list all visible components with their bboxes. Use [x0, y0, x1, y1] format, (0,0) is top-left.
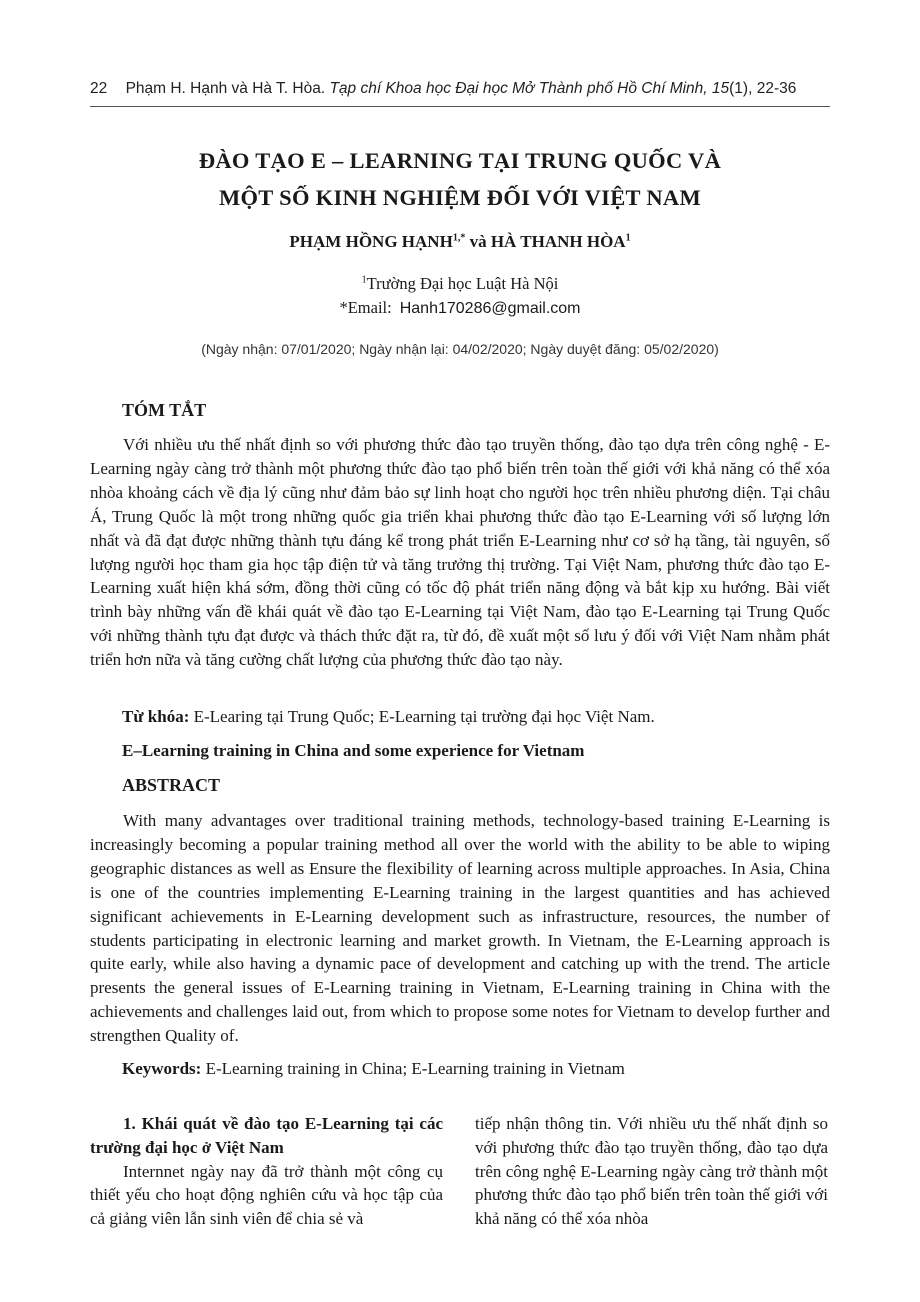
english-title: E–Learning training in China and some experience for Vietnam [122, 741, 585, 760]
section-1-right-text: tiếp nhận thông tin. Với nhiều ưu thế nhất định so với phương thức đào tạo truyền thống, đào tạo dựa trên công nghệ E-Learning ngày càng trở thành một phương thức đào tạo phổ biến trên toàn thế giới với khả năng có thể xóa nhòa [475, 1114, 828, 1229]
affiliation [90, 272, 830, 321]
abstract-vi-heading: TÓM TẮT [122, 400, 207, 420]
author-list [90, 232, 830, 252]
email-link[interactable]: Hanh170286@gmail.com [399, 300, 581, 317]
page-number: 22 [90, 80, 108, 97]
title-line-2: MỘT SỐ KINH NGHIỆM ĐỐI VỚI VIỆT NAM [218, 185, 702, 210]
header-authors: Phạm H. Hạnh và Hà T. Hòa. [125, 80, 326, 97]
author-2-marker: 1 [625, 232, 631, 244]
keywords-en-label: Keywords: [122, 1059, 202, 1078]
keywords-vi-label: Từ khóa: [122, 707, 190, 726]
running-header [90, 80, 830, 98]
section-1-heading: 1. Khái quát về đào tạo E-Learning tại các trường đại học ở Việt Nam [90, 1114, 443, 1157]
header-issue: (1), 22-36 [729, 80, 797, 97]
author-1: PHẠM HỒNG HẠNH [289, 232, 453, 251]
abstract-en-heading: ABSTRACT [122, 775, 221, 795]
keywords-en-text: E-Learning training in China; E-Learning training in Vietnam [201, 1059, 625, 1078]
author-connector: và [465, 232, 491, 251]
abstract-vi-text: Với nhiều ưu thế nhất định so với phương thức đào tạo truyền thống, đào tạo dựa trên công nghệ - E-Learning ngày càng trở thành một phương thức đào tạo phổ biến trên toàn thế giới với khả năng có thể xóa nhòa khoảng cách về địa lý cũng như đảm bảo sự linh hoạt cho người học trên nhiều phương diện. Tại châu Á, Trung Quốc là một trong những quốc gia triển khai phương thức đào tạo E-Learning với số lượng lớn nhất và đã đạt được những thành tựu đáng kể trong phát triển E-Learning như cơ sở hạ tầng, tài nguyên, số lượng người học tham gia học tập điện tử và tăng trưởng thị trường. Tại Việt Nam, phương thức đào tạo E-Learning xuất hiện khá sớm, đồng thời cũng có tốc độ phát triển năng động và bắt kịp xu hướng. Bài viết trình bày những vấn đề khái quát về đào tạo E-Learning tại Việt Nam, đào tạo E-Learning tại Trung Quốc với những thành tựu đạt được và thách thức đặt ra, từ đó, đề xuất một số lưu ý đối với Việt Nam nhằm phát triển hơn nữa và tăng cường chất lượng của phương thức đào tạo này. [90, 435, 830, 670]
affiliation-marker: 1 [361, 274, 367, 286]
submission-dates: (Ngày nhận: 07/01/2020; Ngày nhận lại: 04/02/2020; Ngày duyệt đăng: 05/02/2020) [201, 341, 719, 357]
paper-title [90, 142, 830, 216]
email-label: *Email: [339, 298, 392, 317]
abstract-en-text: With many advantages over traditional training methods, technology-based training E-Learning is increasingly becoming a popular training method all over the world with the ability to be able to wiping geographic distances as well as Ensure the flexibility of learning across multiple approaches. In Asia, China is one of the countries implementing E-Learning training in the largest quantities and has achieved significant achievements in E-Learning development such as infrastructure, resources, the number of students participating in electronic learning and market growth. In Vietnam, the E-Learning approach is quite early, while also having a dynamic pace of development and catching up with the trend. The article presents the general issues of E-Learning training in Vietnam, E-Learning training in China with the achievements and challenges laid out, from which to propose some notes for Vietnam to develop further and strengthen Quality of. [90, 811, 830, 1046]
header-journal: Tạp chí Khoa học Đại học Mở Thành phố Hồ Chí Minh, 15 [329, 80, 730, 97]
keywords-vi-text: E-Learing tại Trung Quốc; E-Learning tại trường đại học Việt Nam. [189, 707, 655, 726]
title-line-1: ĐÀO TẠO E – LEARNING TẠI TRUNG QUỐC VÀ [198, 148, 722, 173]
author-2: HÀ THANH HÒA [490, 232, 626, 251]
header-divider [90, 106, 830, 107]
keywords-vi [122, 707, 830, 727]
body-column-right [475, 1112, 828, 1231]
institution: Trường Đại học Luật Hà Nội [366, 274, 559, 293]
author-1-marker: 1,* [452, 232, 466, 244]
keywords-en [122, 1059, 830, 1079]
section-1-left-text: Internnet ngày nay đã trở thành một công cụ thiết yếu cho hoạt động nghiên cứu và học tập của cả giảng viên lẫn sinh viên để chia sẻ và [90, 1161, 443, 1229]
body-column-left [90, 1112, 443, 1231]
